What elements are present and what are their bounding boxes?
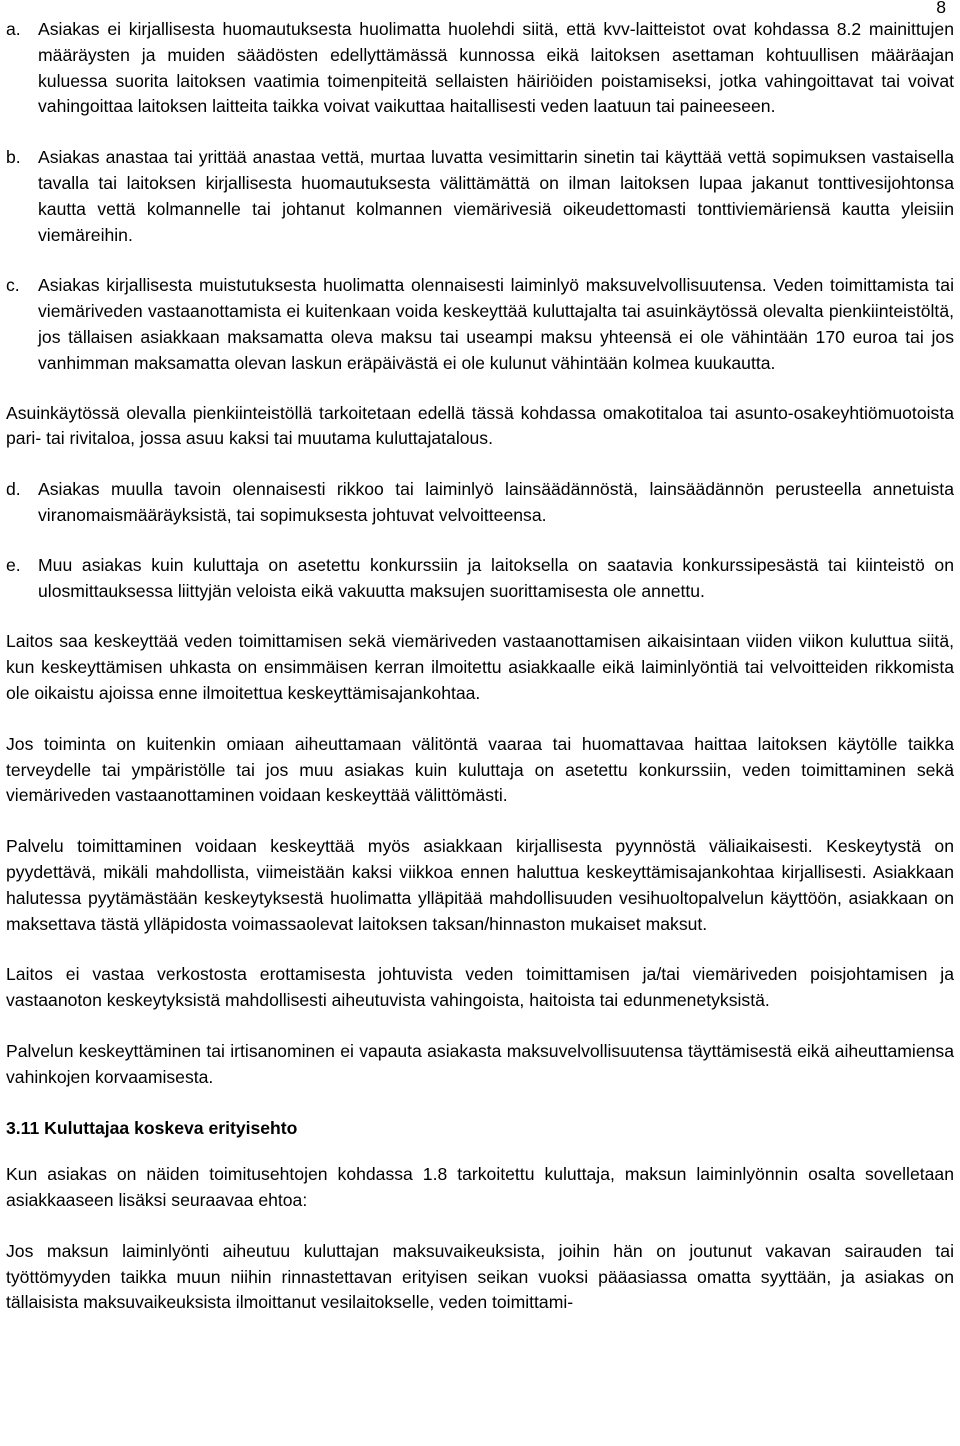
list-item-text: Asiakas anastaa tai yrittää anastaa vettä, murtaa luvatta vesimittarin sinetin tai käyttää vettä sopimuksen vastaisella tavalla tai laitoksen kirjallisesta huomautuksesta välittämättä on ilman laitoksen lupaa jakanut tonttivesijohtonsa kautta vettä kolmannelle tai johtanut kolmannen viemärivesiä oikeudettomasti tonttiviemäriensä kautta yleisiin viemäreihin. — [38, 147, 954, 245]
paragraph: Jos toiminta on kuitenkin omiaan aiheuttamaan välitöntä vaaraa tai huomattavaa haittaa laitoksen käytölle taikka terveydelle tai ympäristölle tai jos muu asiakas kuin kuluttaja on asetettu konkurssiin, veden toimittaminen sekä viemäriveden vastaanottaminen voidaan keskeyttää välittömästi. — [6, 733, 954, 806]
list-marker: e. — [6, 554, 21, 575]
list-item-text: Asiakas ei kirjallisesta huomautuksesta huolimatta huolehdi siitä, että kvv-laitteistot ovat kohdassa 8.2 mainittujen määräysten ja muiden säädösten edellyttämässä kunnossa eikä laitoksen asettaman kohtuullisen määräajan kuluessa suorita laitoksen vaatimia toimenpiteitä sellaisten häiriöiden poistamiseksi, jotka vahingoittavat tai voivat vahingoittaa laitoksen laitteita taikka voivat vaikuttaa haitallisesti veden laatuun tai paineeseen. — [38, 19, 954, 117]
list-item-text: Asiakas muulla tavoin olennaisesti rikkoo tai laiminlyö lainsäädännöstä, lainsäädännön perusteella annetuista viranomaismääräyksistä, tai sopimuksesta johtuvat velvoitteensa. — [38, 479, 954, 525]
list-item-text: Asiakas kirjallisesta muistutuksesta huolimatta olennaisesti laiminlyö maksuvelvollisuutensa. Veden toimittamista tai viemäriveden vastaanottamista ei kuitenkaan voida keskeyttää kuluttajalta tai asuinkäytössä olevalta pienkiinteistöltä, jos tällaisen asiakkaan maksamatta oleva maksu tai useampi maksu yhteensä ei ole vähintään 170 euroa tai jos vanhimman maksamatta olevan laskun eräpäivästä ei ole kulunut vähintään kolmea kuukautta. — [38, 275, 954, 373]
section-last-paragraph: Jos maksun laiminlyönti aiheutuu kuluttajan maksuvaikeuksista, joihin hän on joutunut vakavan sairauden tai työttömyyden taikka muun niihin rinnastettavan erityisen seikan vuoksi pääasiassa omatta syyttään, ja asiakas on tällaisista maksuvaikeuksista ilmoittanut vesilaitokselle, veden toimittami- — [6, 1240, 954, 1313]
section-lead-paragraph: Kun asiakas on näiden toimitusehtojen kohdassa 1.8 tarkoitettu kuluttaja, maksun laiminlyönnin osalta sovelletaan asiakkaaseen lisäksi seuraavaa ehtoa: — [6, 1164, 954, 1211]
page-number: 8 — [936, 0, 946, 17]
list-item-e — [6, 553, 954, 605]
paragraph: Laitos ei vastaa verkostosta erottamisesta johtuvista veden toimittamisen ja/tai viemäriveden poisjohtamisen ja vastaanoton keskeytyksistä mahdollisesti aiheutuvista vahingoista, haitoista tai edunmenetyksistä. — [6, 964, 954, 1011]
list-marker: a. — [6, 19, 21, 39]
paragraph-asuinkaytossa: Asuinkäytössä olevalla pienkiinteistöllä tarkoitetaan edellä tässä kohdassa omakotitaloa tai asunto-osakeyhtiömuotoista pari- tai rivitaloa, jossa asuu kaksi tai muutama kuluttajatalous. — [6, 402, 954, 449]
paragraph: Palvelu toimittaminen voidaan keskeyttää myös asiakkaan kirjallisesta pyynnöstä väliaikaisesti. Keskeytystä on pyydettävä, mikäli mahdollista, viimeistään kaksi viikkoa ennen haluttua keskeyttämisajankohtaa kirjallisesti. Asiakkaan halutessa pyytämästään keskeytyksestä huolimatta ylläpitää mahdollisuuden vesihuoltopalvelun käyttöön, asiakkaan on maksettava tästä ylläpidosta voimassaolevat laitoksen taksan/hinnaston mukaiset maksut. — [6, 836, 954, 934]
list-marker: c. — [6, 275, 20, 296]
document-body — [6, 17, 954, 1316]
list-item-d — [6, 477, 954, 529]
list-marker: b. — [6, 147, 21, 168]
list-item-text: Muu asiakas kuin kuluttaja on asetettu konkurssiin ja laitoksella on saatavia konkurssipesästä tai kiinteistö on ulosmittauksessa liittyjän veloista eikä vakuutta maksujen suorittamisesta ole annettu. — [38, 554, 954, 601]
list-item-b — [6, 145, 954, 248]
list-marker: d. — [6, 479, 21, 500]
list-item-c — [6, 273, 954, 376]
paragraph: Laitos saa keskeyttää veden toimittamisen sekä viemäriveden vastaanottamisen aikaisintaan viiden viikon kuluttua siitä, kun keskeyttämisen uhkasta on ensimmäisen kerran ilmoitettu asiakkaalle eikä laiminlyöntiä tai velvoitteiden rikkomista ole oikaistu ajoissa enne ilmoitettua keskeyttämisajankohtaa. — [6, 631, 954, 703]
list-item-a — [6, 17, 954, 120]
section-heading: 3.11 Kuluttajaa koskeva erityisehto — [6, 1117, 298, 1138]
paragraph: Palvelun keskeyttäminen tai irtisanominen ei vapauta asiakasta maksuvelvollisuutensa täyttämisestä eikä aiheuttamiensa vahinkojen korvaamisesta. — [6, 1040, 954, 1087]
